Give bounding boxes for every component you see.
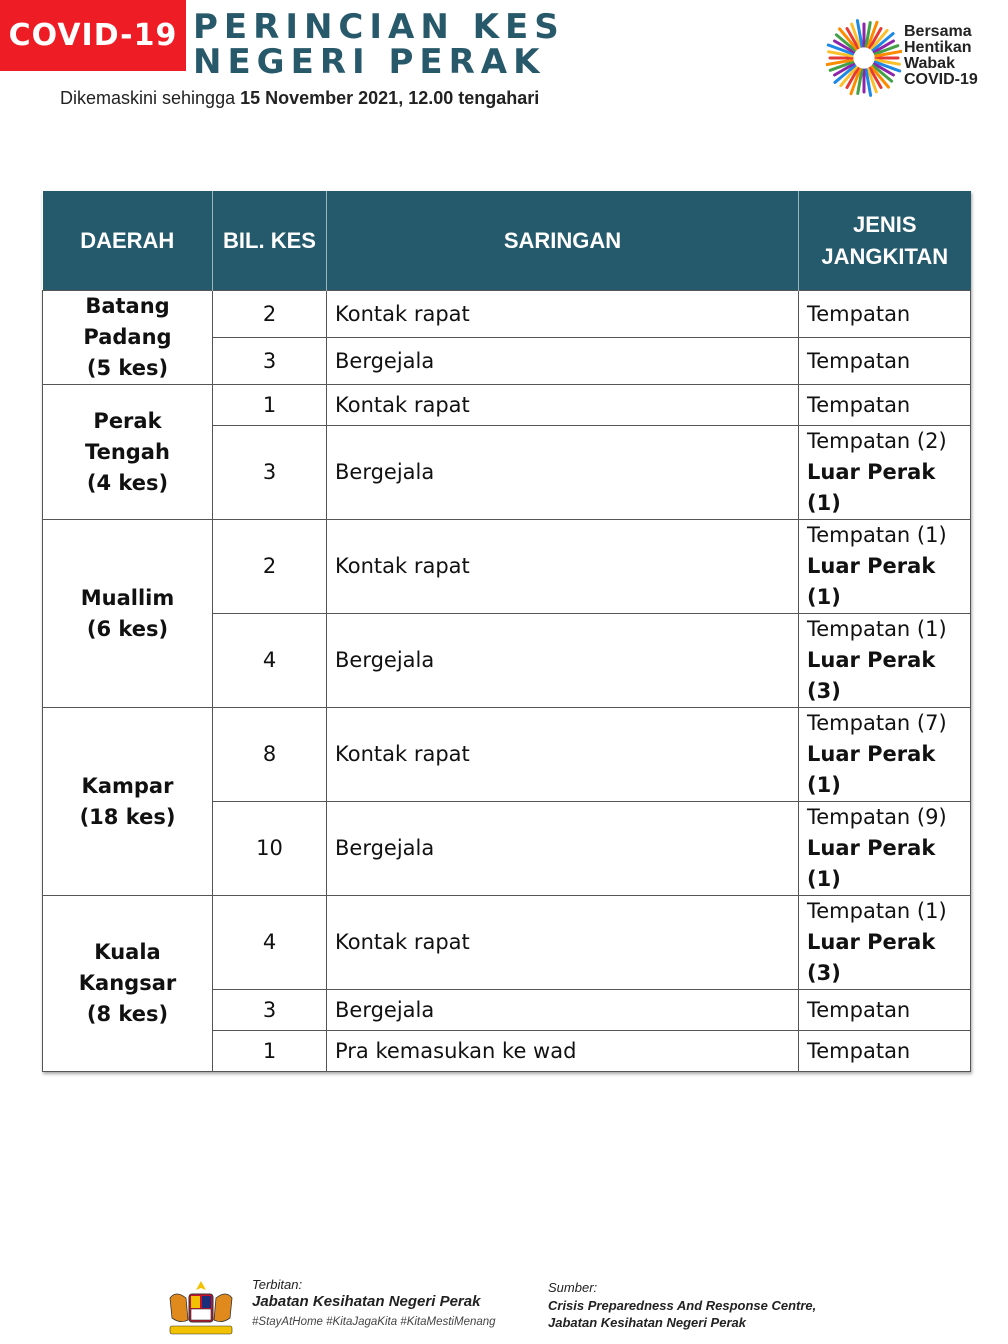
table-row	[43, 385, 971, 426]
infection-type-local: Tempatan	[807, 1038, 911, 1063]
case-count-cell: 8	[213, 708, 327, 802]
infection-type-cell	[799, 1031, 971, 1072]
updated-prefix: Dikemaskini sehingga	[60, 88, 241, 108]
district-name: Batang Padang	[83, 294, 172, 349]
table-row	[43, 291, 971, 338]
case-count-cell: 10	[213, 802, 327, 896]
title-line-1: PERINCIAN KES	[193, 7, 565, 47]
case-count-cell: 3	[213, 338, 327, 385]
screening-cell: Bergejala	[327, 614, 799, 708]
district-total: (5 kes)	[86, 356, 169, 380]
infection-type-cell	[799, 426, 971, 520]
case-count-cell: 3	[213, 426, 327, 520]
district-total: (6 kes)	[86, 616, 169, 641]
infection-type-outside: Luar Perak (1)	[807, 742, 936, 797]
infection-type-local: Tempatan	[807, 348, 911, 373]
district-total: (4 kes)	[86, 470, 169, 495]
case-count-cell: 2	[213, 291, 327, 338]
district-cell	[43, 385, 213, 520]
infection-type-cell	[799, 385, 971, 426]
table-row	[43, 896, 971, 990]
case-count-cell: 1	[213, 1031, 327, 1072]
screening-cell: Kontak rapat	[327, 896, 799, 990]
case-count-cell: 1	[213, 385, 327, 426]
screening-cell: Pra kemasukan ke wad	[327, 1031, 799, 1072]
covid-badge: COVID-19	[0, 0, 186, 71]
infection-type-outside: Luar Perak (3)	[807, 930, 936, 985]
infection-type-local: Tempatan	[807, 392, 911, 417]
case-count-cell: 4	[213, 896, 327, 990]
screening-cell: Kontak rapat	[327, 291, 799, 338]
logo-text: Bersama Hentikan Wabak COVID-19	[904, 23, 978, 88]
crest-icon	[162, 1278, 240, 1338]
header-jenis-jangkitan: JENIS JANGKITAN	[799, 191, 971, 291]
district-cell	[43, 291, 213, 385]
sunburst-icon	[826, 18, 902, 98]
screening-cell: Kontak rapat	[327, 385, 799, 426]
source-label: Sumber:	[548, 1280, 598, 1295]
case-count-cell: 4	[213, 614, 327, 708]
page-title	[193, 7, 565, 82]
infection-type-local: Tempatan	[807, 997, 911, 1022]
source-text	[548, 1297, 816, 1331]
district-name: Perak Tengah	[85, 408, 170, 464]
table-header-row	[43, 191, 971, 291]
infection-type-local: Tempatan (2)	[807, 429, 947, 453]
screening-cell: Kontak rapat	[327, 520, 799, 614]
infection-type-cell	[799, 802, 971, 896]
infection-type-cell	[799, 896, 971, 990]
screening-cell: Bergejala	[327, 990, 799, 1031]
district-total: (18 kes)	[79, 804, 176, 829]
case-count-cell: 2	[213, 520, 327, 614]
publisher-label: Terbitan:	[252, 1277, 303, 1292]
header-saringan: SARINGAN	[327, 191, 799, 291]
district-name: Kuala Kangsar	[78, 940, 177, 995]
infection-type-cell	[799, 520, 971, 614]
infection-type-local: Tempatan (1)	[807, 523, 947, 547]
campaign-logo	[826, 18, 996, 100]
table-row	[43, 708, 971, 802]
infection-type-cell	[799, 990, 971, 1031]
district-cell	[43, 708, 213, 896]
header-daerah: DAERAH	[43, 191, 213, 291]
infection-type-cell	[799, 338, 971, 385]
infection-type-outside: Luar Perak (3)	[807, 648, 936, 703]
updated-timestamp	[60, 88, 539, 109]
title-line-2: NEGERI PERAK	[193, 42, 546, 82]
hashtags: #StayAtHome #KitaJagaKita #KitaMestiMenang	[252, 1316, 496, 1328]
case-count-cell: 3	[213, 990, 327, 1031]
infection-type-cell	[799, 614, 971, 708]
district-cell	[43, 896, 213, 1072]
district-total: (8 kes)	[86, 1002, 169, 1026]
updated-date: 15 November 2021, 12.00 tengahari	[240, 88, 540, 108]
source-line-2: Jabatan Kesihatan Negeri Perak	[548, 1315, 746, 1330]
district-cell	[43, 520, 213, 708]
publisher-name: Jabatan Kesihatan Negeri Perak	[252, 1293, 481, 1310]
infection-type-outside: Luar Perak (1)	[807, 460, 936, 515]
screening-cell: Bergejala	[327, 426, 799, 520]
infection-type-local: Tempatan (1)	[807, 899, 947, 923]
source-line-1: Crisis Preparedness And Response Centre,	[548, 1298, 817, 1313]
table-row	[43, 520, 971, 614]
district-name: Kampar	[81, 773, 174, 798]
infection-type-local: Tempatan (7)	[807, 711, 947, 735]
infection-type-local: Tempatan (9)	[807, 805, 947, 829]
infection-type-cell	[799, 708, 971, 802]
screening-cell: Bergejala	[327, 802, 799, 896]
infection-type-local: Tempatan	[807, 301, 911, 326]
infection-type-local: Tempatan (1)	[807, 617, 947, 641]
district-name: Muallim	[80, 585, 175, 610]
case-table	[42, 191, 971, 1072]
infection-type-outside: Luar Perak (1)	[807, 554, 936, 609]
screening-cell: Bergejala	[327, 338, 799, 385]
infection-type-cell	[799, 291, 971, 338]
header-bil-kes: BIL. KES	[213, 191, 327, 291]
infection-type-outside: Luar Perak (1)	[807, 836, 936, 891]
screening-cell: Kontak rapat	[327, 708, 799, 802]
